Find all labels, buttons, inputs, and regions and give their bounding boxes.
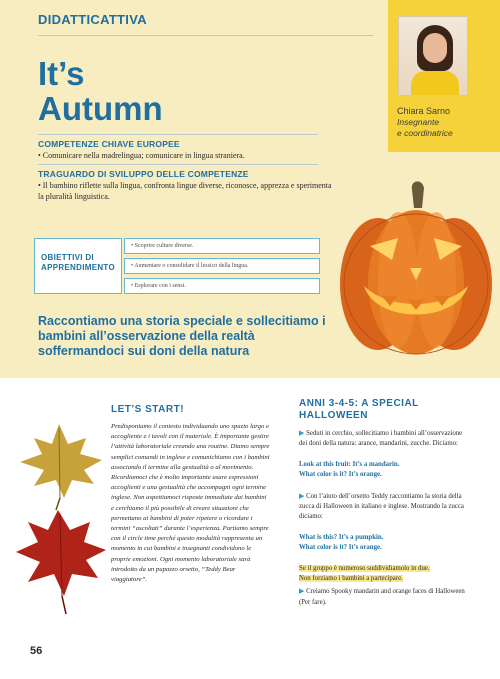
- author-role-line-1: Insegnante: [397, 117, 440, 127]
- anni-heading: [299, 398, 419, 422]
- divider: [38, 134, 318, 135]
- highlighted-line: Se il gruppo è numeroso suddividiamolo in due.: [299, 564, 430, 572]
- anni-p1: Seduti in cerchio, sollecitiamo i bambini all’osservazione dei doni della natura: arance, mandarini, zucche. Diciamo:: [299, 430, 463, 448]
- competenze-text: • Comunicare nella madrelingua; comunicare in lingua straniera.: [38, 151, 245, 160]
- play-arrow-icon: ▶: [299, 587, 305, 596]
- page-number: 56: [30, 645, 43, 657]
- dialog-line: What is this? It’s a pumpkin.: [299, 533, 384, 541]
- play-arrow-icon: ▶: [299, 491, 305, 500]
- author-role-line-2: e coordinatrice: [397, 127, 453, 138]
- traguardo-text: • Il bambino riflette sulla lingua, confronta lingue diverse, riconosce, apprezza e sperimenta la pluralità linguistica.: [38, 181, 332, 201]
- obiettivi-item: • Aumentare o consolidare il lessico della lingua.: [124, 258, 320, 274]
- author-photo: [398, 16, 468, 96]
- author-name: Chiara Sarno: [397, 106, 451, 116]
- anni-column: [299, 428, 469, 618]
- anni-p4: Creiamo Spooky mandarin and orange faces di Halloween (Per fare).: [299, 588, 465, 606]
- lead-paragraph: Raccontiamo una storia speciale e sollecitiamo i bambini all’osservazione della realtà soffermandoci sui doni della natura: [38, 314, 326, 358]
- obiettivi-item: • Esplorare con i sensi.: [124, 278, 320, 294]
- rubric-label: DIDATTICATTIVA: [38, 12, 147, 27]
- dialog-line: What color is it? It’s orange.: [299, 544, 382, 552]
- title-line-1: It’s: [38, 55, 85, 92]
- anni-paragraph: [299, 586, 469, 608]
- dialog-block: [299, 460, 469, 481]
- title-line-2: Autumn: [38, 90, 163, 127]
- obiettivi-label-line-2: APPRENDIMENTO: [41, 263, 115, 272]
- competenze-heading: COMPETENZE CHIAVE EUROPEE: [38, 139, 180, 149]
- anni-paragraph: [299, 428, 469, 450]
- photo-face: [423, 33, 447, 63]
- play-arrow-icon: ▶: [299, 429, 305, 437]
- anni-heading-line-2: HALLOWEEN: [299, 410, 368, 421]
- anni-paragraph: [299, 564, 469, 585]
- lets-start-text: Predisponiamo il contesto individuando uno spazio largo e accogliente e i tavoli con il materiale. È importante gestire l’attività laboratoriale creando una routine. Diamo sempre semplici comandi in inglese e comunichiamo con i bambini associando il termine alla gestualità o al movimento. Ricordiamoci che è molto importante usare espressioni accoglienti e una gestualità che accompagni ogni termine inglese. Non aspettiamoci risposte immediate dai bambini e cerchiamo il più possibile di creare situazioni che permettano ai bambini di poter ripetere o ricordare i termini “ascoltati” durante l’esperienza. Partiamo sempre con il circle time perché questo modalità rappresenta un momento in cui bambini e insegnanti condividono le proprie emozioni. Ogni momento laboratoriale sarà introdotto da un pupazzo orsetto, “Teddy Bear viaggiatore”.: [111, 423, 270, 584]
- autumn-leaves-image: [10, 418, 108, 618]
- jack-o-lantern-image: [338, 180, 494, 360]
- author-role: [397, 117, 453, 138]
- photo-shirt: [411, 71, 459, 96]
- anni-paragraph: [299, 491, 469, 523]
- obiettivi-label: [41, 253, 121, 273]
- dialog-line: Look at this fruit: It’s a mandarin.: [299, 460, 400, 468]
- dialog-line: What color is it? It’s orange.: [299, 471, 382, 479]
- anni-p2: Con l’aiuto dell’orsetto Teddy raccontiamo la storia della zucca di Halloween in italiano e inglese. Mostrando la zucca diciamo:: [299, 492, 464, 521]
- highlighted-line: Non forziamo i bambini a partecipare.: [299, 575, 403, 583]
- divider: [38, 164, 318, 165]
- divider: [38, 35, 373, 36]
- lets-start-heading: LET’S START!: [111, 404, 185, 415]
- dialog-block: [299, 533, 469, 554]
- traguardo-heading: TRAGUARDO DI SVILUPPO DELLE COMPETENZE: [38, 169, 249, 179]
- obiettivi-item: • Scoprire culture diverse.: [124, 238, 320, 254]
- page-title: [38, 56, 163, 126]
- obiettivi-label-line-1: OBIETTIVI DI: [41, 253, 94, 262]
- anni-heading-line-1: ANNI 3-4-5: A SPECIAL: [299, 398, 419, 409]
